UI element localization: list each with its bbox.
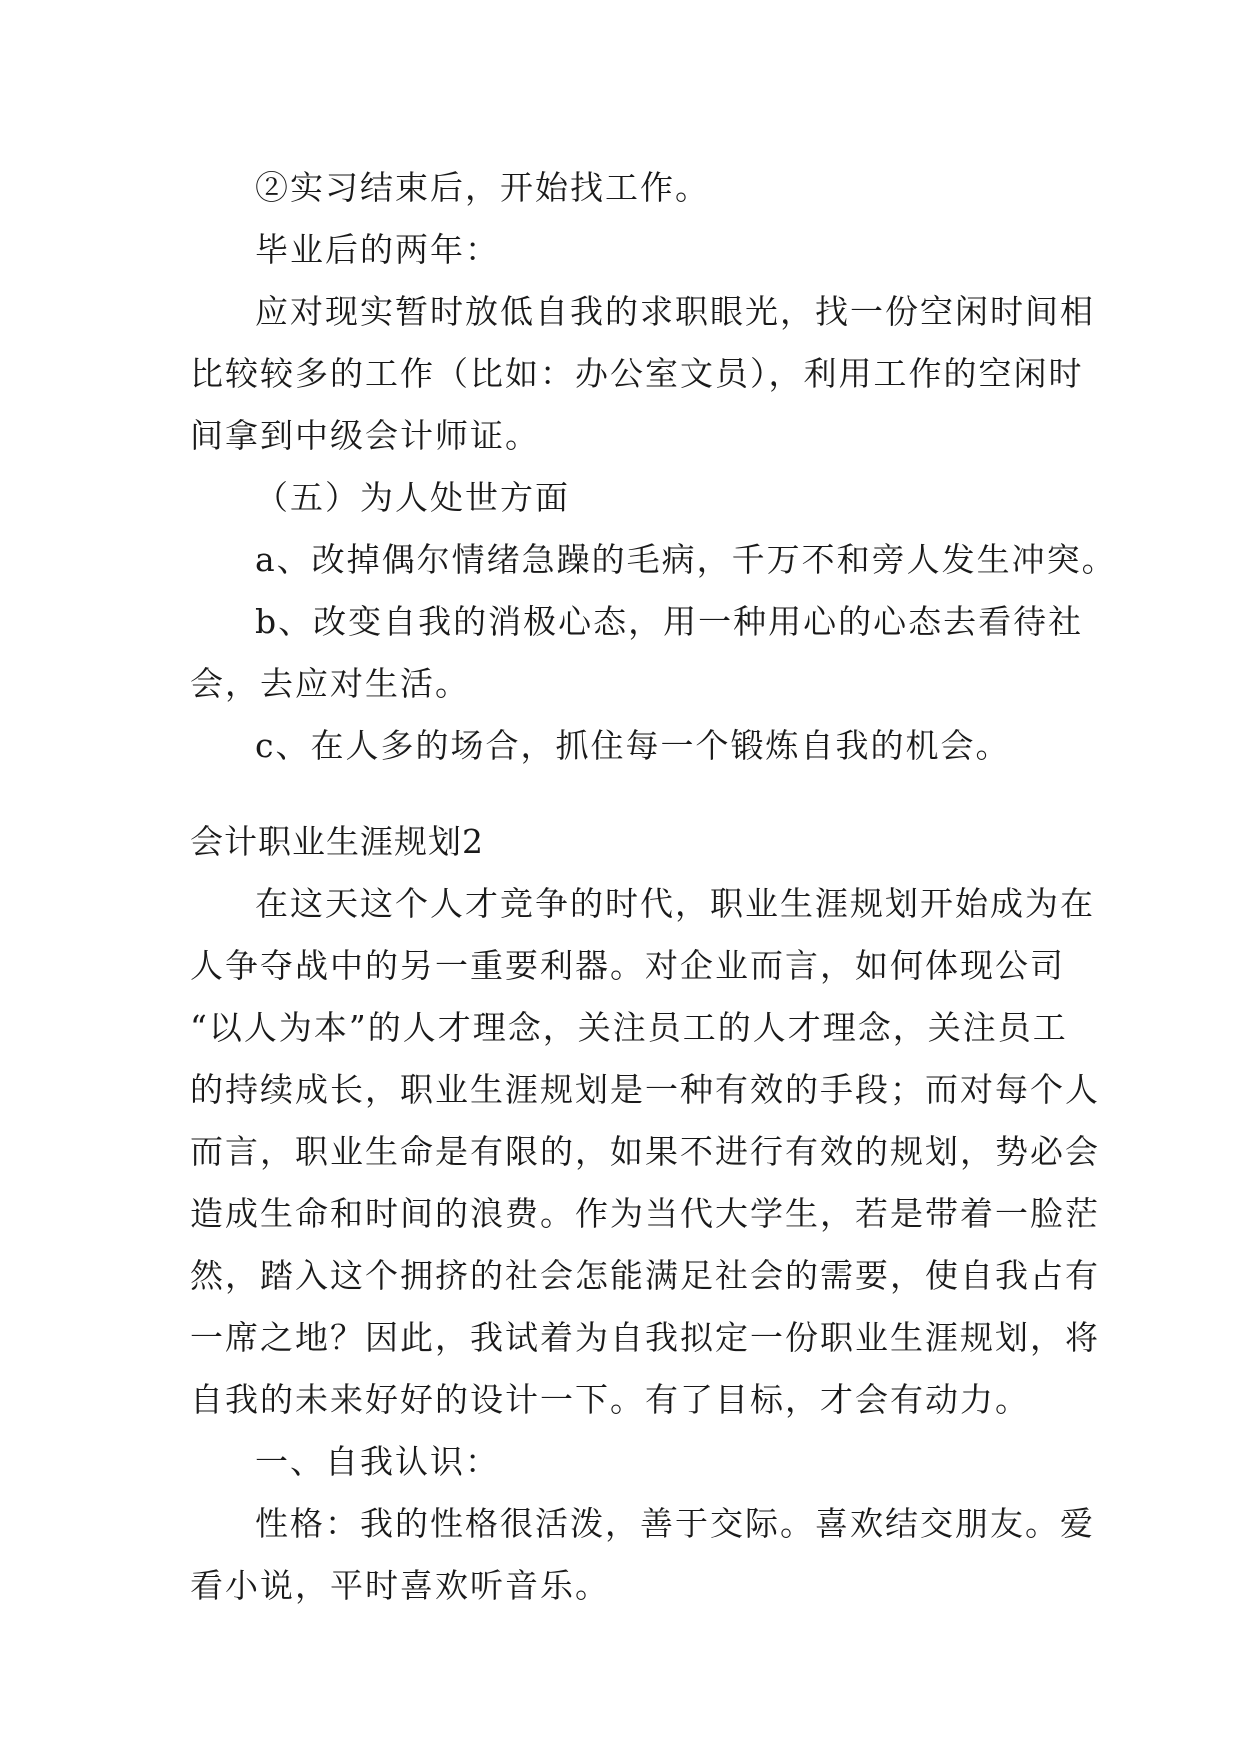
article-title: 会计职业生涯规划2 [190,822,484,861]
text-line: 会，去应对生活。 [190,664,470,703]
text-line: c、在人多的场合，抓住每一个锻炼自我的机会。 [255,726,1011,765]
text-line: “以人为本”的人才理念，关注员工的人才理念，关注员工 [190,1008,1068,1047]
text-line: a、改掉偶尔情绪急躁的毛病，千万不和旁人发生冲突。 [255,540,1117,579]
text-line: 毕业后的两年： [255,230,500,269]
text-line: 一席之地？因此，我试着为自我拟定一份职业生涯规划，将 [190,1318,1100,1357]
section-heading: （五）为人处世方面 [255,478,570,517]
text-line: 比较较多的工作（比如：办公室文员），利用工作的空闲时 [190,354,1084,393]
section-heading: 一、自我认识： [255,1442,500,1481]
text-line: 的持续成长，职业生涯规划是一种有效的手段；而对每个人 [190,1070,1100,1109]
text-line: 然，踏入这个拥挤的社会怎能满足社会的需要，使自我占有 [190,1256,1100,1295]
text-line: 造成生命和时间的浪费。作为当代大学生，若是带着一脸茫 [190,1194,1100,1233]
text-line: ②实习结束后，开始找工作。 [255,168,710,207]
text-line: 人争夺战中的另一重要利器。对企业而言，如何体现公司 [190,946,1065,985]
text-line: 间拿到中级会计师证。 [190,416,540,455]
text-line: 性格：我的性格很活泼，善于交际。喜欢结交朋友。爱 [255,1504,1095,1543]
text-line: 看小说，平时喜欢听音乐。 [190,1566,610,1605]
text-line: 自我的未来好好的设计一下。有了目标，才会有动力。 [190,1380,1030,1419]
text-line: b、改变自我的消极心态，用一种用心的心态去看待社 [255,602,1084,641]
text-line: 在这天这个人才竞争的时代，职业生涯规划开始成为在 [255,884,1095,923]
text-line: 而言，职业生命是有限的，如果不进行有效的规划，势必会 [190,1132,1100,1171]
text-line: 应对现实暂时放低自我的求职眼光，找一份空闲时间相 [255,292,1095,331]
